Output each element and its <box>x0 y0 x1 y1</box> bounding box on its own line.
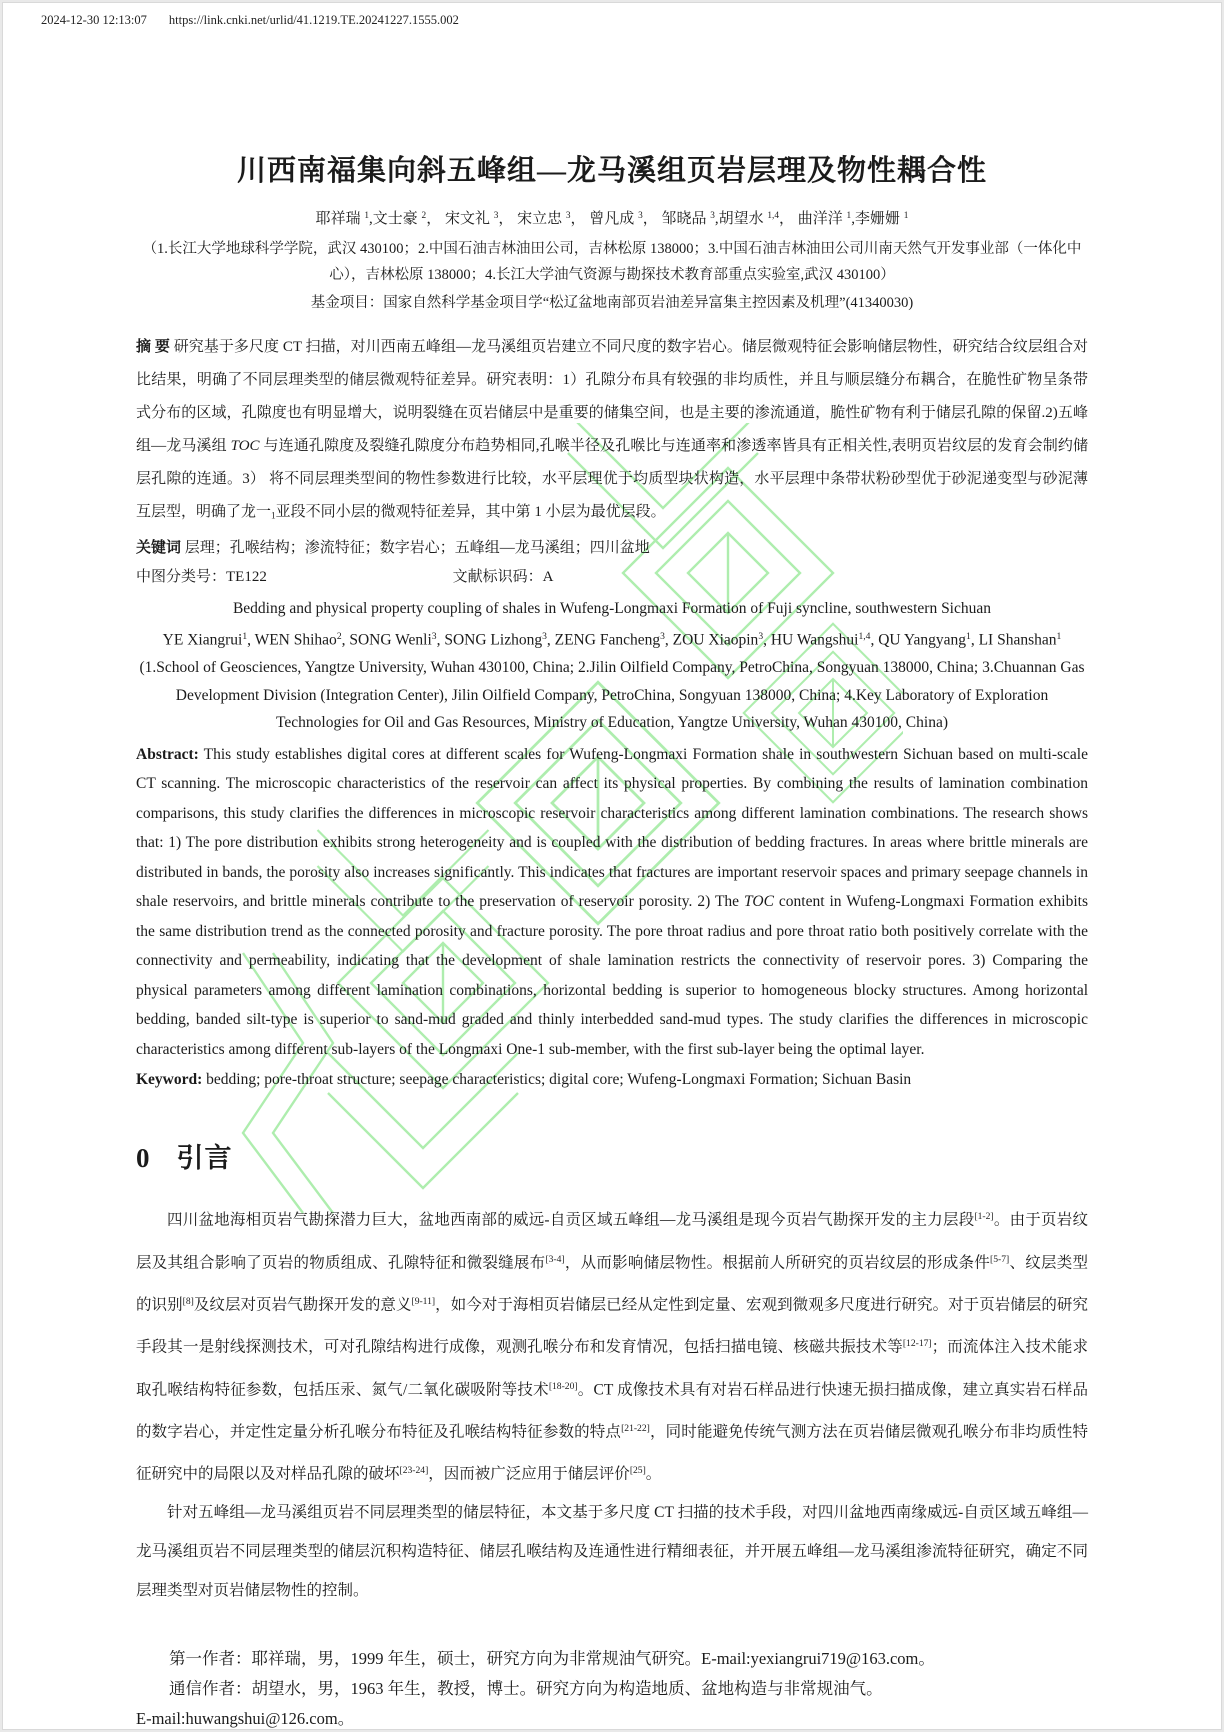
source-url-link[interactable]: https://link.cnki.net/urlid/41.1219.TE.20241227.1555.002 <box>168 13 459 27</box>
corresponding-author-email: E-mail:huwangshui@126.com。 <box>136 1709 355 1729</box>
author-bio-footer <box>136 1644 1088 1730</box>
funding-note: 基金项目：国家自然科学基金项目学“松辽盆地南部页岩油差异富集主控因素及机理”(41340030) <box>310 294 914 311</box>
authors-en: YE Xiangrui$^1$, WEN Shihao$^2$, SONG Wenli$^3$, SONG Lizhong$^3$, ZENG Fancheng$^3$, ZOU Xiaopin$^3$, HU Wangshui$^{1,4}$, QU Yangyang$^1$, LI Shanshan$^1$ <box>162 631 1062 649</box>
affiliations-cn: （1.长江大学地球科学学院，武汉 430100；2.中国石油吉林油田公司，吉林松原 138000；3.中国石油吉林油田公司川南天然气开发事业部（一体化中心），吉林松原 138000；4.长江大学油气资源与勘探技术教育部重点实验室,武汉 430100） <box>142 240 1082 283</box>
intro-paragraph-2: 针对五峰组—龙马溪组页岩不同层理类型的储层特征，本文基于多尺度 CT 扫描的技术手段，对四川盆地西南缘威远-自贡区域五峰组—龙马溪组页岩不同层理类型的储层沉积构造特征、储层孔喉结构及连通性进行精细表征，并开展五峰组—龙马溪组渗流特征研究，确定不同层理类型对页岩储层物性的控制。 <box>136 1504 1088 1600</box>
section-title: 引言 <box>176 1143 233 1174</box>
clc-line <box>136 563 1088 591</box>
document-code: 文献标识码：A <box>452 569 554 586</box>
paper-title-en: Bedding and physical property coupling of shales in Wufeng-Longmaxi Formation of Fuji syncline, southwestern Sichuan <box>232 600 992 618</box>
abstract-cn: 摘 要 研究基于多尺度 CT 扫描，对川西南五峰组—龙马溪组页岩建立不同尺度的数字岩心。储层微观特征会影响储层物性，研究结合纹层组合对比结果，明确了不同层理类型的储层微观特征差异。研究表明：1）孔隙分布具有较强的非均质性，并且与顺层缝分布耦合，在脆性矿物呈条带式分布的区域，孔隙度也有明显增大，说明裂缝在页岩储层中是重要的储集空间，也是主要的渗流通道，脆性矿物有利于储层孔隙的保留.2)五峰组—龙马溪组 TOC 与连通孔隙度及裂缝孔隙度分布趋势相同,孔喉半径及孔喉比与连通率和渗透率皆具有正相关性,表明页岩纹层的发育会制约储层孔隙的连通。3） 将不同层理类型间的物性参数进行比较，水平层理优于均质型块状构造，水平层理中条带状粉砂型优于砂泥递变型与砂泥薄互层型，明确了龙一$_1$亚段不同小层的微观特征差异，其中第 1 小层为最优层段。 <box>136 338 1088 522</box>
first-author-bio: 第一作者：耶祥瑞，男，1999 年生，硕士，研究方向为非常规油气研究。E-mail:yexiangrui719@163.com。 <box>169 1649 935 1669</box>
intro-paragraph-1: 四川盆地海相页岩气勘探潜力巨大，盆地西南部的威远-自贡区域五峰组—龙马溪组是现今页岩气勘探开发的主力层段[1-2]。由于页岩纹层及其组合影响了页岩的物质组成、孔隙特征和微裂缝展布[3-4]，从而影响储层物性。根据前人所研究的页岩纹层的形成条件[5-7]、纹层类型的识别[8]及纹层对页岩气勘探开发的意义[9-11]，如今对于海相页岩储层已经从定性到定量、宏观到微观多尺度进行研究。对于页岩储层的研究手段其一是射线探测技术，可对孔隙结构进行成像，观测孔喉分布和发育情况，包括扫描电镜、核磁共振技术等[12-17]；而流体注入技术能求取孔喉结构特征参数，包括压汞、氮气/二氧化碳吸附等技术[18-20]。CT 成像技术具有对岩石样品进行快速无损扫描成像，建立真实岩石样品的数字岩心，并定性定量分析孔喉分布特征及孔喉结构特征参数的特点[21-22]，同时能避免传统气测方法在页岩储层微观孔喉分布非均质性特征研究中的局限以及对样品孔隙的破坏[23-24]，因而被广泛应用于储层评价[25]。 <box>136 1211 1089 1483</box>
section-number: 0 <box>136 1143 151 1174</box>
capture-header <box>41 13 459 28</box>
abstract-en: Abstract: This study establishes digital cores at different scales for Wufeng-Longmaxi Formation shale in southwestern Sichuan based on multi-scale CT scanning. The microscopic characteristics of the reservoir can affect its physical properties. By combining the results of lamination combination comparisons, this study clarifies the differences in microscopic reservoir characteristics among different lamination combinations. The research shows that: 1) The pore distribution exhibits strong heterogeneity and is coupled with the distribution of bedding fractures. In areas where brittle minerals are distributed in bands, the porosity also increases significantly. This indicates that fractures are important reservoir spaces and primary seepage channels in shale reservoirs, and brittle minerals contribute to the preservation of reservoir porosity. 2) The TOC content in Wufeng-Longmaxi Formation exhibits the same distribution trend as the connected porosity and fracture porosity. The pore throat radius and pore throat ratio both positively correlate with the connectivity and permeability, indicating that the development of shale lamination restricts the connectivity of reservoir pores. 3) Comparing the physical parameters among different lamination combinations, horizontal bedding is superior to homogeneous blocky structures. Among horizontal bedding, banded silt-type is superior to sand-mud graded and thinly interbedded sand-mud types. The study clarifies the differences in microscopic characteristics among different sub-layers of the Longmaxi One-1 sub-member, with the first sub-layer being the optimal layer. <box>136 745 1088 1058</box>
authors-cn: 耶祥瑞 $^1$,文士豪 $^2$， 宋文礼 $^3$， 宋立忠 $^3$， 曾凡成 $^3$， 邹晓品 $^3$,胡望水 $^{1,4}$， 曲洋洋 $^1$,李姗姗 $^1$ <box>315 210 909 227</box>
clc-classification-number: 中图分类号：TE122 <box>136 569 267 586</box>
keywords-cn: 关键词 层理；孔喉结构；渗流特征；数字岩心；五峰组—龙马溪组；四川盆地 <box>136 540 650 557</box>
corresponding-author-bio: 通信作者：胡望水，男，1963 年生，教授，博士。研究方向为构造地质、盆地构造与非常规油气。 <box>169 1679 883 1699</box>
paper-title-cn: 川西南福集向斜五峰组—龙马溪组页岩层理及物性耦合性 <box>236 155 987 187</box>
keywords-en: Keyword: bedding; pore-throat structure; seepage characteristics; digital core; Wufeng-Longmaxi Formation; Sichuan Basin <box>136 1071 912 1089</box>
section-heading-introduction <box>136 1136 1088 1175</box>
capture-timestamp: 2024-12-30 12:13:07 <box>41 13 147 27</box>
document-page <box>2 2 1222 1730</box>
affiliations-en: (1.School of Geosciences, Yangtze University, Wuhan 430100, China; 2.Jilin Oilfield Company, PetroChina, Songyuan 138000, China; 3.Chuannan Gas Development Division (Integration Center), Jilin Oilfield Company, PetroChina, Songyuan 138000, China; 4.Key Laboratory of Exploration Technologies for Oil and Gas Resources, Ministry of Education, Yangtze University, Wuhan 430100, China) <box>139 659 1085 732</box>
paper-content <box>136 153 1088 1730</box>
